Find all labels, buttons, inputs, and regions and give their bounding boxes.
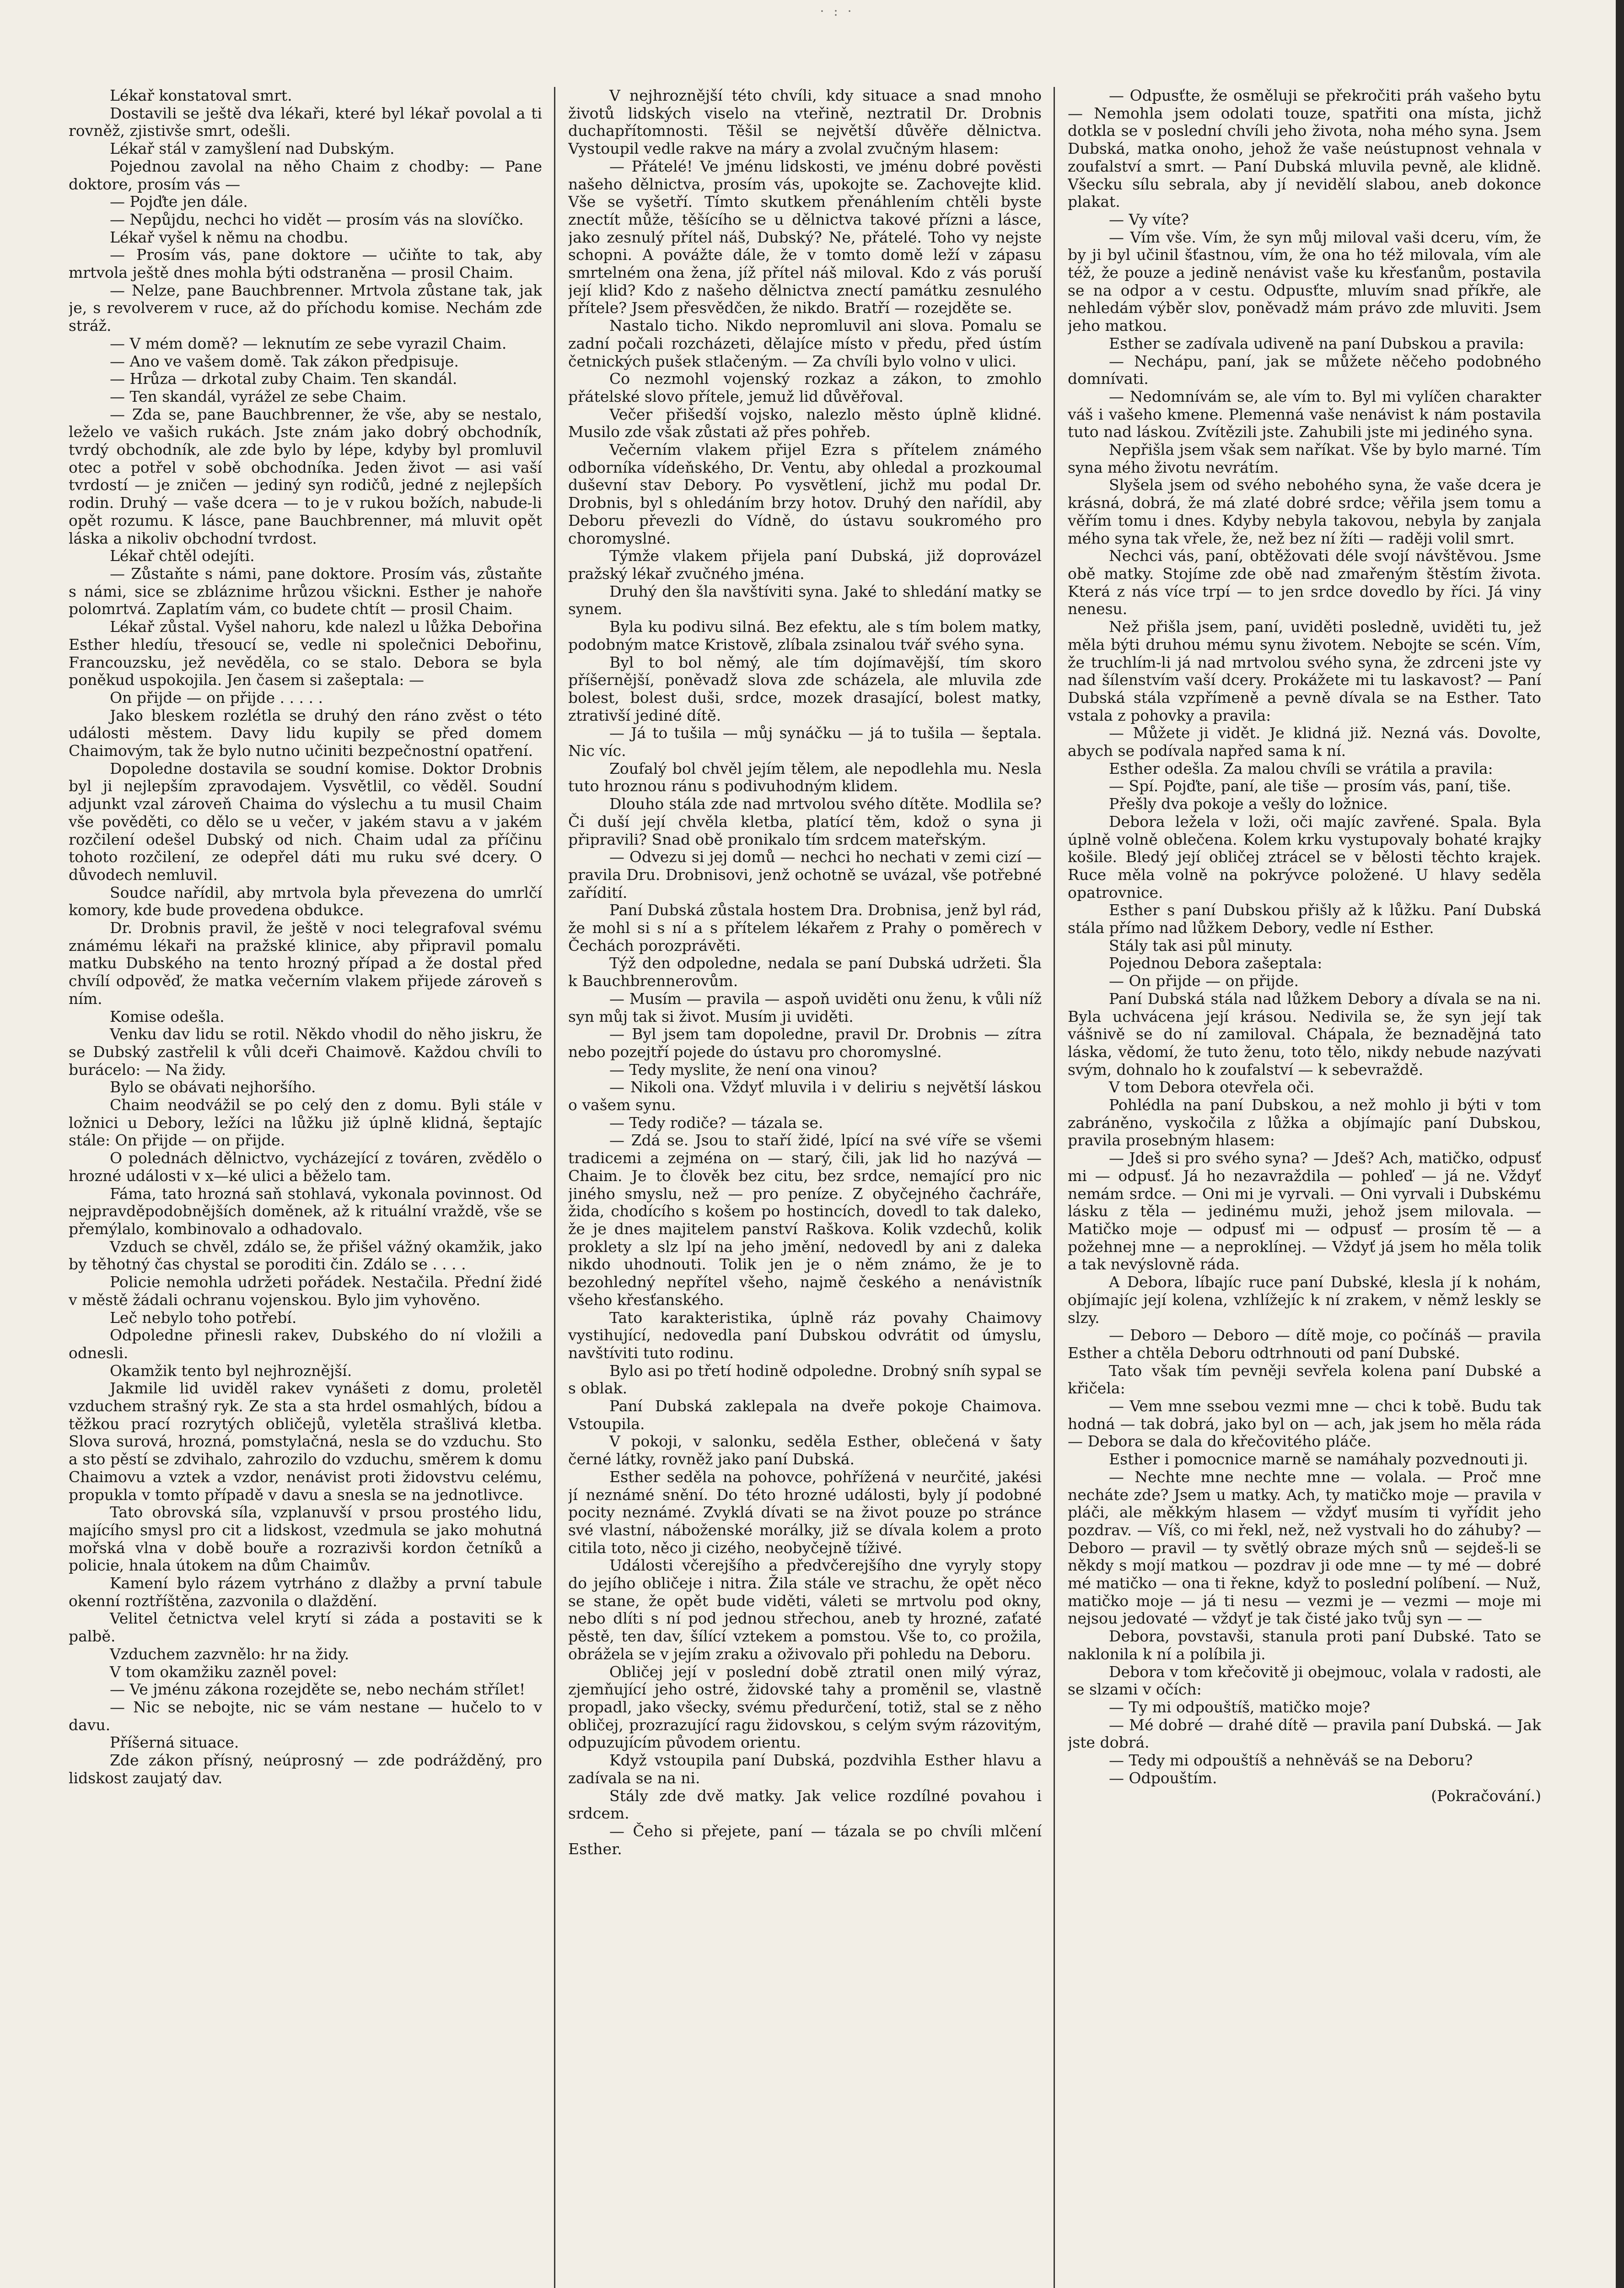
paragraph: — Vem mne ssebou vezmi mne — chci k tobě. Budu tak hodná — tak dobrá, jako byl on — ach, jak jsem ho měla ráda — Debora se dala do křečovitého pláče. <box>1068 1397 1541 1451</box>
paragraph: — Nepůjdu, nechci ho vidět — prosím vás na slovíčko. <box>110 210 524 228</box>
paragraph: — Tedy rodiče? — tázala se. <box>609 1113 823 1132</box>
paragraph: Týmže vlakem přijela paní Dubská, již doprovázel pražský lékař zvučného jména. <box>568 547 1042 583</box>
paragraph: Byla ku podivu silná. Bez efektu, ale s tím bolem matky, podobným matce Kristově, zlíbala zsinalou tvář svého syna. <box>568 618 1042 653</box>
paragraph: Policie nemohla udržeti pořádek. Nestačila. Přední židé v městě žádali ochranu vojenskou. Bylo jim vyhověno. <box>69 1273 542 1309</box>
paragraph: Dopoledne dostavila se soudní komise. Doktor Drobnis byl ji nejlepším zpravodajem. Vysvětlil, co věděl. Soudní adjunkt vzal zároveň Chaima do výslechu a tu musil Chaim vše pověděti, co dělo se u večer, v jakém stavu a v jakém rozčilení odešel Dubský od nich. Chaim udal za příčinu tohoto rozčilení, ze odepřel dáti mu ruku své dcery. O důvodech nemluvil. <box>69 759 542 884</box>
paragraph: Esther se zadívala udiveně na paní Dubskou a pravila: <box>1109 334 1524 352</box>
paragraph: Pohlédla na paní Dubskou, a než mohlo ji býti v tom zabráněno, vyskočila z lůžka a objímajíc paní Dubskou, pravila prosebným hlasem: <box>1068 1096 1541 1149</box>
paragraph: — Nic se nebojte, nic se vám nestane — hučelo to v davu. <box>69 1698 542 1734</box>
paragraph: Nepřišla jsem však sem naříkat. Vše by bylo marné. Tím syna mého životu nevrátím. <box>1068 441 1541 476</box>
paragraph: Esther i pomocnice marně se namáhaly pozvednouti ji. <box>1109 1450 1528 1468</box>
paragraph: — Vím vše. Vím, že syn můj miloval vaši dceru, vím, že by ji byl učinil šťastnou, vím, že ona ho též milovala, vím ale též, že pouze a jedině nenávist vaše ku křesťanům, postavila se na odpor a v cestu. Odpusťte, mluvím snad příkře, ale nehledám výběr slov, poněvadž mám právo zde mluviti. Jsem jeho matkou. <box>1068 228 1541 335</box>
paragraph: A Debora, líbajíc ruce paní Dubské, klesla jí k nohám, objímajíc její kolena, vzhlížejíc k ní zrakem, v němž leskly se slzy. <box>1068 1273 1541 1327</box>
paragraph: — Byl jsem tam dopoledne, pravil Dr. Drobnis — zítra nebo pozejtří pojede do ústavu pro choromyslné. <box>568 1025 1042 1061</box>
paragraph: Večerním vlakem přijel Ezra s přítelem známého odborníka vídeňského, Dr. Ventu, aby ohledal a prozkoumal duševní stav Debory. Po vysvětlení, jichž mu podal Dr. Drobnis, byl s ohledáním brzy hotov. Druhý den nařídil, aby Deboru převezli do Vídně, do ústavu soukromého pro choromyslné. <box>568 441 1042 547</box>
paragraph: Vzduch se chvěl, zdálo se, že přišel vážný okamžik, jako by těhotný čas chystal se poroditi čin. Zdálo se . . . . <box>69 1237 542 1274</box>
paragraph: — Prosím vás, pane doktore — učiňte to tak, aby mrtvola ještě dnes mohla býti odstraněna — prosil Chaim. <box>69 246 542 282</box>
paragraph: Zoufalý bol chvěl jejím tělem, ale nepodlehla mu. Nesla tuto hroznou ránu s podivuhodným klidem. <box>568 759 1042 795</box>
paragraph: Druhý den šla navštíviti syna. Jaké to shledání matky se synem. <box>568 582 1042 618</box>
paragraph: — Nikoli ona. Vždyť mluvila i v deliriu s největší láskou o vašem synu. <box>568 1078 1042 1114</box>
paragraph: — Nedomnívám se, ale vím to. Byl mi vylíčen charakter váš i vašeho kmene. Plemenná vaše nenávist k nám postavila tuto nad láskou. Zvítězili jste. Zahubili jste mi jediného syna. <box>1068 387 1541 441</box>
paragraph: Debora, povstavši, stanula proti paní Dubské. Tato se naklonila k ní a políbila ji. <box>1068 1627 1541 1663</box>
paragraph: Odpoledne přinesli rakev, Dubského do ní vložili a odnesli. <box>69 1326 542 1362</box>
paragraph: Esther seděla na pohovce, pohřížená v neurčité, jakési jí neznámé snění. Do této hrozné události, byly jí podobné pocity neznámé. Zvyklá dívati se na život pouze po stránce své vlastní, náboženské morálky, již se dívala kolem a proto citila toto, něco ji cizého, neobyčejně tíživé. <box>568 1468 1042 1557</box>
paragraph: V nejhroznější této chvíli, kdy situace a snad mnoho životů lidských viselo na vteřině, neztratil Dr. Drobnis duchapřítomnosti. Těšil se největší důvěře dělnictva. Vystoupil vedle rakve na máry a zvolal zvučným hlasem: <box>568 87 1042 158</box>
paragraph: Stály tak asi půl minuty. <box>1109 936 1293 955</box>
paragraph: Co nezmohl vojenský rozkaz a zákon, to zmohlo přátelské slovo přítele, jemuž lid důvěřoval. <box>568 370 1042 405</box>
paragraph: Esther s paní Dubskou přišly až k lůžku. Paní Dubská stála přímo nad lůžkem Debory, vedle ní Esther. <box>1068 901 1541 937</box>
paragraph: — Zdá se. Jsou to staří židé, lpící na své víře se všemi tradicemi a zejména on — starý, čili, jak lid ho nazývá — Chaim. Je to člověk bez citu, bez srdce, nemající pro nic jiného smyslu, než — pro peníze. Z obyčejného čachráře, žida, chodícího s košem po hostincích, dovedl to tak daleko, že je dnes majitelem panství Raškova. Kolik vzdechů, kolik proklety a slz lpí na jeho jmění, nedovedl by ani z daleka nikdo uhodnouti. Tolik jen je o něm známo, že je to bezohledný nepřítel všeho, najmě českého a nenávistník všeho křesťanského. <box>568 1131 1042 1309</box>
page-edge <box>1616 0 1624 2288</box>
paragraph: — Tedy myslite, že není ona vinou? <box>609 1060 877 1079</box>
paragraph: Nastalo ticho. Nikdo nepromluvil ani slova. Pomalu se zadní počali rozcházeti, dělajíce místo v předu, před ústím četnických pušek stlačeným. — Za chvíli bylo volno v ulici. <box>568 317 1042 370</box>
paragraph: — Ten skandál, vyrážel ze sebe Chaim. <box>110 387 407 405</box>
paragraph: — Zůstaňte s námi, pane doktore. Prosím vás, zůstaňte s námi, sice se zbláznime hrůzou všickni. Esther je nahoře polomrtvá. Zaplatím vám, co budete chtít — prosil Chaim. <box>69 564 542 618</box>
paragraph: Fáma, tato hrozná saň stohlavá, vykonala povinnost. Od nejpravděpodobnějších doměnek, až k rituální vraždě, vše se přemýlalo, kombinovalo a odhadovalo. <box>69 1184 542 1238</box>
paragraph: Lékař konstatoval smrt. <box>110 87 292 104</box>
article-column-1 <box>69 87 542 2288</box>
paragraph: V pokoji, v salonku, seděla Esther, oblečená v šaty černé látky, rovněž jako paní Dubská. <box>568 1432 1042 1468</box>
paragraph: Leč nebylo toho potřebí. <box>110 1308 297 1327</box>
paragraph: — Pojďte jen dále. <box>110 193 248 211</box>
paragraph: O polednách dělnictvo, vycházející z továren, zvědělo o hrozné události v x—ké ulici a běželo tam. <box>69 1149 542 1185</box>
paragraph: Vzduchem zazvnělo: hr na židy. <box>110 1645 350 1663</box>
paragraph: — Zda se, pane Bauchbrenner, že vše, aby se nestalo, leželo ve vašich rukách. Jste znám jako dobrý obchodník, tvrdý obchodník, ale zde bylo by lépe, kdyby byl promluvil otec a potřel v sobě obchodníka. Jeden život — asi vaší tvrdostí — je zničen — jediný syn rodičů, jedné z nejlepších rodin. Druhý — vaše dcera — to je v rukou božích, nabude-li opět rozumu. K lásce, pane Bauchbrenner, má mluvit opět láska a nikoliv obchodní tvrdost. <box>69 405 542 547</box>
paragraph: Stály zde dvě matky. Jak velice rozdílné povahou i srdcem. <box>568 1786 1042 1823</box>
paragraph: — V mém domě? — leknutím ze sebe vyrazil Chaim. <box>110 334 507 352</box>
paragraph: Zde zákon přísný, neúprosný — zde podrážděný, pro lidskost zaujatý dav. <box>69 1751 542 1787</box>
paragraph: — Musím — pravila — aspoň uviděti onu ženu, k vůli níž syn můj tak si život. Musím ji uviděti. <box>568 989 1042 1025</box>
paragraph: Paní Dubská zůstala hostem Dra. Drobnisa, jenž byl rád, že mohl si s ní a s přítelem lékařem z Prahy o poměrech v Čechách porozprávěti. <box>568 901 1042 955</box>
paragraph: Slyšela jsem od svého nebohého syna, že vaše dcera je krásná, dobrá, že má zlaté dobré srdce; věřila jsem tomu a věřím tomu i dnes. Kdyby nebyla takovou, nebyla by zanjala mého syna tak vřele, že, než bez ní žíti — raději volil smrt. <box>1068 476 1541 547</box>
paragraph: Když vstoupila paní Dubská, pozdvihla Esther hlavu a zadívala se na ni. <box>568 1751 1042 1787</box>
article-column-3 <box>1068 87 1541 2288</box>
paragraph: V tom okamžiku zazněl povel: <box>110 1662 337 1681</box>
paragraph: Lékař vyšel k němu na chodbu. <box>110 228 349 246</box>
paragraph: Obličej její v poslední době ztratil onen milý výraz, zjemňující jeho ostré, židovské tahy a proměnil se, vlastně propadl, jako všecky, svému předurčení, totiž, stal se z něho obličej, prozrazující ragu židovskou, s celým svým rázovitým, odpuzujícím původem orientu. <box>568 1662 1042 1752</box>
paragraph: — Nechápu, paní, jak se můžete něčeho podobného domnívati. <box>1068 352 1541 388</box>
paragraph: Paní Dubská stála nad lůžkem Debory a dívala se na ni. Byla uchvácena její krásou. Nedivila se, že syn její tak vášnivě se do ní zamiloval. Chápala, že beznadějná tato láska, vědomí, že tuto ženu, toto tělo, nikdy nebude nazývati svým, dohnalo ho k zoufalství — k sebevraždě. <box>1068 989 1541 1079</box>
paragraph: — Odvezu si jej domů — nechci ho nechati v zemi cizí — pravila Dru. Drobnisovi, jenž ochotně se uvázal, vše potřebné zařídití. <box>568 848 1042 901</box>
paragraph: Příšerná situace. <box>110 1733 239 1752</box>
paragraph: — Hrůza — drkotal zuby Chaim. Ten skandál. <box>110 370 457 388</box>
paragraph: Lékař zůstal. Vyšel nahoru, kde nalezl u lůžka Debořina Esther hledíu, třesoucí se, vedle ni společnici Debořinu, Francouzsku, jež nevěděla, co se stalo. Debora se byla poněkud uspokojila. Jen časem si zašeptala: — <box>69 618 542 689</box>
paragraph: — Jdeš si pro svého syna? — Jdeš? Ach, matičko, odpusť mi — odpusť. Já ho nezavraždila — pohleď — já ne. Vždyť nemám srdce. — Oni mi je vyrvali. — Oni vyrvali i Dubskému lásku z těla — jedinému muži, jehož jsem milovala. — Matičko moje — odpusť mi — odpusť — prosím tě — a požehnej mne — a neproklínej. — Vždyť já jsem ho měla tolik a tak nevýslovně ráda. <box>1068 1149 1541 1274</box>
paragraph: — Ano ve vašem domě. Tak zákon předpisuje. <box>110 352 459 370</box>
paragraph: V tom Debora otevřela oči. <box>1109 1078 1314 1096</box>
paragraph: Bylo asi po třetí hodině odpoledne. Drobný sníh sypal se s oblak. <box>568 1361 1042 1398</box>
paragraph: Okamžik tento byl nejhroznější. <box>110 1361 352 1380</box>
paragraph: Dr. Drobnis pravil, že ještě v noci telegrafoval svému známému lékaři na pražské klinice, aby připravil pomalu matku Dubského na tento hrozný případ a že dostal před chvílí odpověď, že matka večerním vlakem přijede zároveň s ním. <box>69 919 542 1008</box>
paragraph: Tato obrovská síla, vzplanuvší v prsou prostého lidu, majícího smysl pro cit a lidskost, vzedmula se jako mohutná mořská vlna v době bouře a rozrazivši kordon četníků a policie, hnala útokem na dům Chaimův. <box>69 1503 542 1575</box>
paragraph: Soudce nařídil, aby mrtvola byla převezena do umrlčí komory, kde bude provedena obdukce. <box>69 883 542 919</box>
paragraph: Lékař stál v zamyšlení nad Dubským. <box>110 140 395 158</box>
paragraph: — Odpouštím. <box>1109 1769 1217 1787</box>
paragraph: — Já to tušila — můj synáčku — já to tušila — šeptala. Nic víc. <box>568 724 1042 760</box>
paragraph: — Vy víte? <box>1109 210 1189 228</box>
paragraph: Debora ležela v loži, oči majíc zavřené. Spala. Byla úplně volně oblečena. Kolem krku vystupovaly bohaté krajky košile. Bledý její obličej ztrácel se v bělosti těchto krajek. Ruce měla volně na pokrývce položené. U hlavy seděla opatrovnice. <box>1068 812 1541 901</box>
paragraph: Lékař chtěl odejíti. <box>110 547 255 565</box>
paragraph: Večer přišedší vojsko, nalezlo město úplně klidné. Musilo zde však zůstati až přes pohřeb. <box>568 405 1042 441</box>
paragraph: Byl to bol němý, ale tím dojímavější, tím skoro příšernější, poněvadž slova zde scházela, ale mluvila zde bolest, bolest duši, srdce, mozek drasající, bolest matky, ztrativší jediné dítě. <box>568 653 1042 724</box>
paragraph: Chaim neodvážil se po celý den z domu. Byli stále v ložnici u Debory, ležíci na lůžku již úplně klidná, šeptajíc stále: On přijde — on přijde. <box>69 1096 542 1149</box>
paragraph: On přijde — on přijde . . . . . <box>110 688 323 707</box>
paragraph: Jakmile lid uviděl rakev vynášeti z domu, proletěl vzduchem strašný ryk. Ze sta a sta hrdel osmahlých, bídou a těžkou prací rozrytých obličejů, vyletěla strašlivá kletba. Slova surová, hrozná, pomstylačná, nesla se do vzduchu. Sto a sto pěstí se zdvihalo, zahrozilo do vzduchu, směrem k domu Chaimovu a vztek a vzdor, nenávist proti židovstvu celému, propukla v tomto případě v davu a snesla se na jednotlivce. <box>69 1379 542 1504</box>
paragraph: — Ve jménu zákona rozejděte se, nebo nechám střílet! <box>110 1680 526 1699</box>
paragraph: — On přijde — on přijde. <box>1109 972 1299 990</box>
page-header-mark: · : · <box>820 4 855 19</box>
paragraph: Pojednou Debora zašeptala: <box>1109 954 1323 972</box>
paragraph: — Nechte mne nechte mne — volala. — Proč mne necháte zde? Jsem u matky. Ach, ty matičko moje — pravila v pláči, ale měkkým hlasem — vždyť musím ti vyřídit jeho pozdrav. — Víš, co mi řekl, než, než vystvali ho do záhuby? — Deboro — pravil — ty světlý obraze mých snů — sejdeš-li se někdy s mojí matkou — pozdrav ji ode mne — ty mé — dobré mé matičko — ona ti řekne, když to poslední políbení. — Nuž, matičko moje — já ti nesu — vezmi je — vezmi — moje mi nejsou jedovaté — vždyť je tak čisté jako tvůj syn — — <box>1068 1468 1541 1628</box>
paragraph: Pojednou zavolal na něho Chaim z chodby: — Pane doktore, prosím vás — <box>69 157 542 193</box>
paragraph: Dlouho stála zde nad mrtvolou svého dítěte. Modlila se? Či duší její chvěla kletba, platící těm, kdož o syna ji připravili? Snad obě pronikalo tím srdcem mateřským. <box>568 795 1042 848</box>
article-columns <box>69 87 1542 2288</box>
paragraph: — Mé dobré — drahé dítě — pravila paní Dubská. — Jak jste dobrá. <box>1068 1716 1541 1752</box>
paragraph: Tato karakteristika, úplně ráz povahy Chaimovy vystihující, nedovedla paní Dubskou odvrátit od úmyslu, navštíviti tuto rodinu. <box>568 1308 1042 1362</box>
paragraph: — Můžete ji vidět. Je klidná již. Nezná vás. Dovolte, abych se podívala napřed sama k ní. <box>1068 724 1541 760</box>
paragraph: Paní Dubská zaklepala na dveře pokoje Chaimova. Vstoupila. <box>568 1397 1042 1433</box>
paragraph: — Čeho si přejete, paní — tázala se po chvíli mlčení Esther. <box>568 1822 1042 1858</box>
paragraph: Esther odešla. Za malou chvíli se vrátila a pravila: <box>1109 759 1493 777</box>
paragraph: Než přišla jsem, paní, uviděti posledně, uviděti tu, jež měla býti druhou mému synu životem. Nebojte se scén. Vím, že truchlím-li já nad mrtvolou svého syna, že zdrceni jste vy nad šílenstvím vaší dcery. Prokážete mi tu laskavost? — Paní Dubská stála vzpřímeně a pevně dívala se na Esther. Tato vstala z pohovky a pravila: <box>1068 618 1541 724</box>
continuation-note: (Pokračování.) <box>1431 1786 1541 1805</box>
paragraph: — Nelze, pane Bauchbrenner. Mrtvola zůstane tak, jak je, s revolverem v ruce, až do příchodu komise. Nechám zde stráž. <box>69 281 542 335</box>
paragraph: Události včerejšího a předvčerejšího dne vyryly stopy do jejího obličeje i nitra. Žila stále ve strachu, že opět něco se stane, že opět bude viděti, váleti se mrtvolu pod okny, nebo dlíti s ní pod jednou střechou, aneb ty hrozné, zaťaté pěstě, ten dav, šílící vztekem a pomstou. Vše to, co prožila, obrážela se v jejím zraku a oživovalo při pohledu na Deboru. <box>568 1556 1042 1663</box>
paragraph: — Ty mi odpouštíš, matičko moje? <box>1109 1698 1371 1716</box>
paragraph: Kamení bylo rázem vytrháno z dlažby a první tabule okenní roztříštěna, zazvonila o dlaždění. <box>69 1574 542 1610</box>
paragraph: — Odpusťte, že osměluji se překročiti práh vašeho bytu — Nemohla jsem odolati touze, spatřiti ona místa, jichž dotkla se v poslední chvíli jeho života, noha mého syna. Jsem Dubská, matka onoho, jehož že vaše neústupnost vehnala v zoufalství a smrt. — Paní Dubská mluvila pevně, ale klidně. Všecku sílu sebrala, aby jí nevidělí slabou, aneb dokonce plakat. <box>1068 87 1541 211</box>
article-column-2 <box>568 87 1042 2288</box>
paragraph: Tato však tím pevněji sevřela kolena paní Dubské a křičela: <box>1068 1361 1541 1398</box>
paragraph: Přešly dva pokoje a vešly do ložnice. <box>1109 795 1388 813</box>
paragraph: Jako bleskem rozlétla se druhý den ráno zvěst o této události městem. Davy lidu kupily se před domem Chaimovým, tak že bylo nutno učiniti bezpečnostní opatření. <box>69 706 542 760</box>
paragraph: — Deboro — Deboro — dítě moje, co počínáš — pravila Esther a chtěla Deboru odtrhnouti od paní Dubské. <box>1068 1326 1541 1362</box>
paragraph: Bylo se obávati nejhoršího. <box>110 1078 316 1096</box>
paragraph: Venku dav lidu se rotil. Někdo vhodil do něho jiskru, že se Dubský zastřelil k vůli dceři Chaimově. Každou chvíli to burácelo: — Na židy. <box>69 1025 542 1079</box>
paragraph: — Tedy mi odpouštíš a nehněváš se na Deboru? <box>1109 1751 1473 1770</box>
paragraph: Debora v tom křečovitě ji obejmouc, volala v radosti, ale se slzami v očích: <box>1068 1662 1541 1699</box>
paragraph: Dostavili se ještě dva lékaři, které byl lékař povolal a ti rovněž, zjistivše smrt, odešli. <box>69 104 542 140</box>
paragraph: Velitel četnictva velel krytí si záda a postaviti se k palbě. <box>69 1609 542 1646</box>
paragraph: — Spí. Pojďte, paní, ale tiše — prosím vás, paní, tiše. <box>1109 777 1511 795</box>
paragraph: Nechci vás, paní, obtěžovati déle svojí návštěvou. Jsme obě matky. Stojíme zde obě nad zmařeným štěstím života. Která z nás více trpí — to jen srdce dovedlo by říci. Já viny nenesu. <box>1068 547 1541 618</box>
paragraph: Komise odešla. <box>110 1007 225 1025</box>
paragraph: — Přátelé! Ve jménu lidskosti, ve jménu dobré pověsti našeho dělnictva, prosím vás, upokojte se. Zachovejte klid. Vše se vyšetří. Tímto skutkem přenáhlením chtěli byste znectít může, těšícího se u dělnictva takové přízni a lásce, jako zesnulý přítel náš, Dubský? Ne, přátelé. Toho vy nejste schopni. A povážte dále, že v tomto domě leží v zápasu smrtelném ona žena, jíž přítel náš miloval. Kdo z vás poruší její klid? Kdo z našeho dělnictva znectí památku zesnulého přítele? Jsem přesvědčen, že nikdo. Bratří — rozejděte se. <box>568 157 1042 317</box>
paragraph: Týž den odpoledne, nedala se paní Dubská udržeti. Šla k Bauchbrennerovům. <box>568 954 1042 990</box>
